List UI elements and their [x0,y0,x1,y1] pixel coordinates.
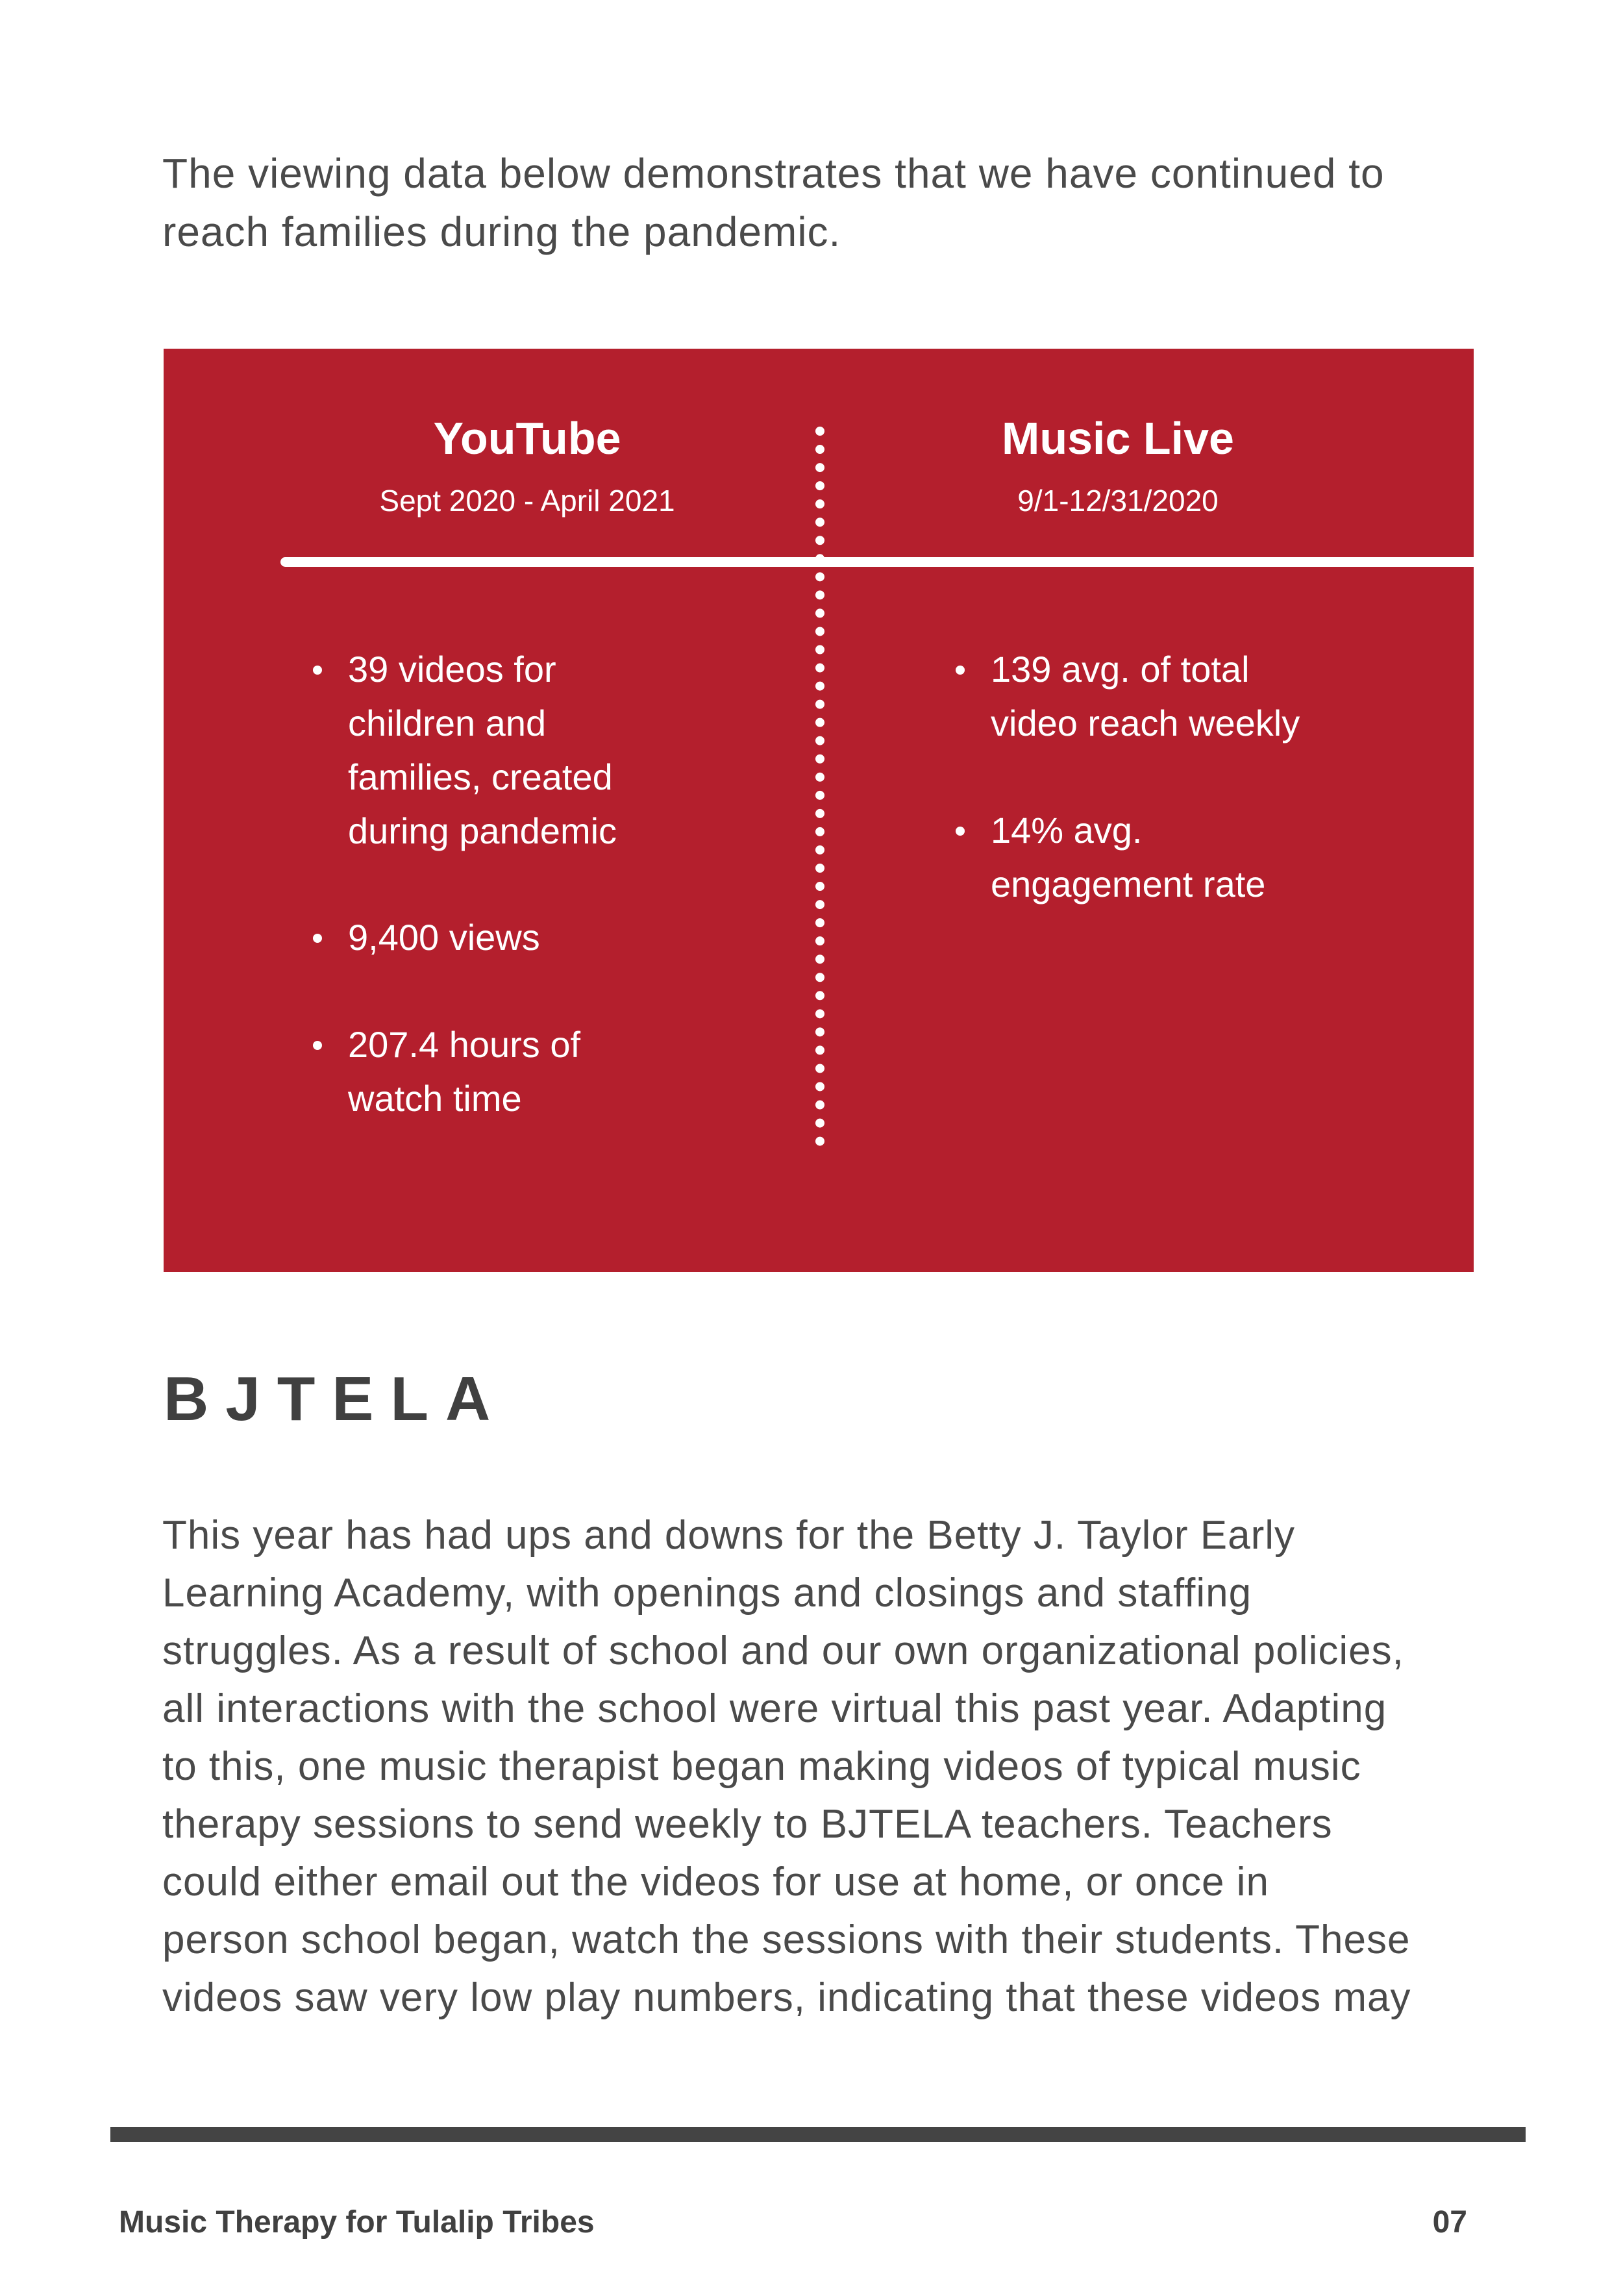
intro-line: The viewing data below demonstrates that we have continued to [162,150,1385,197]
bullet-line: engagement rate [991,864,1266,905]
bullet-line: video reach weekly [991,703,1300,743]
bullet-line: 139 avg. of total [991,649,1250,690]
paragraph-line: struggles. As a result of school and our own organizational policies, [162,1628,1404,1673]
youtube-header [235,412,819,519]
paragraph-line: videos saw very low play numbers, indicating that these videos may [162,1975,1411,2020]
youtube-title: YouTube [433,413,621,464]
music-live-dates: 9/1-12/31/2020 [1017,484,1219,518]
youtube-dates: Sept 2020 - April 2021 [379,484,675,518]
vertical-dotted-divider [815,427,824,1146]
paragraph-line: Learning Academy, with openings and closings and staffing [162,1571,1252,1616]
bullet-line: children and [348,703,547,743]
list-item [313,910,763,964]
bullet-line: 207.4 hours of [348,1024,581,1065]
list-item [313,642,763,858]
paragraph-line: to this, one music therapist began making videos of typical music [162,1744,1361,1789]
bullet-line: families, created [348,756,613,797]
paragraph-line: could either email out the videos for use at home, or once in [162,1860,1269,1904]
list-item [956,803,1406,911]
paragraph-line: therapy sessions to send weekly to BJTELA teachers. Teachers [162,1802,1333,1847]
footer-title: Music Therapy for Tulalip Tribes [119,2205,595,2240]
page-number: 07 [1432,2205,1467,2240]
viewing-data-panel [164,349,1474,1272]
paragraph-line: all interactions with the school were virtual this past year. Adapting [162,1686,1387,1731]
bullet-line: 9,400 views [348,917,540,958]
bjtela-paragraph [162,1506,1493,2027]
music-live-header [826,412,1410,519]
intro-paragraph [162,144,1474,261]
bullet-line: during pandemic [348,810,617,851]
paragraph-line: person school began, watch the sessions with their students. These [162,1917,1411,1962]
bullet-line: 39 videos for [348,649,556,690]
paragraph-line: This year has had ups and downs for the Betty J. Taylor Early [162,1513,1296,1558]
footer-divider [110,2127,1526,2142]
intro-line: reach families during the pandemic. [162,208,841,255]
bullet-line: 14% avg. [991,810,1143,851]
horizontal-divider [280,557,1530,567]
music-live-title: Music Live [1002,413,1234,464]
section-heading: BJTELA [164,1364,508,1434]
list-item [313,1017,763,1125]
bullet-line: watch time [348,1078,522,1119]
list-item [956,642,1406,750]
